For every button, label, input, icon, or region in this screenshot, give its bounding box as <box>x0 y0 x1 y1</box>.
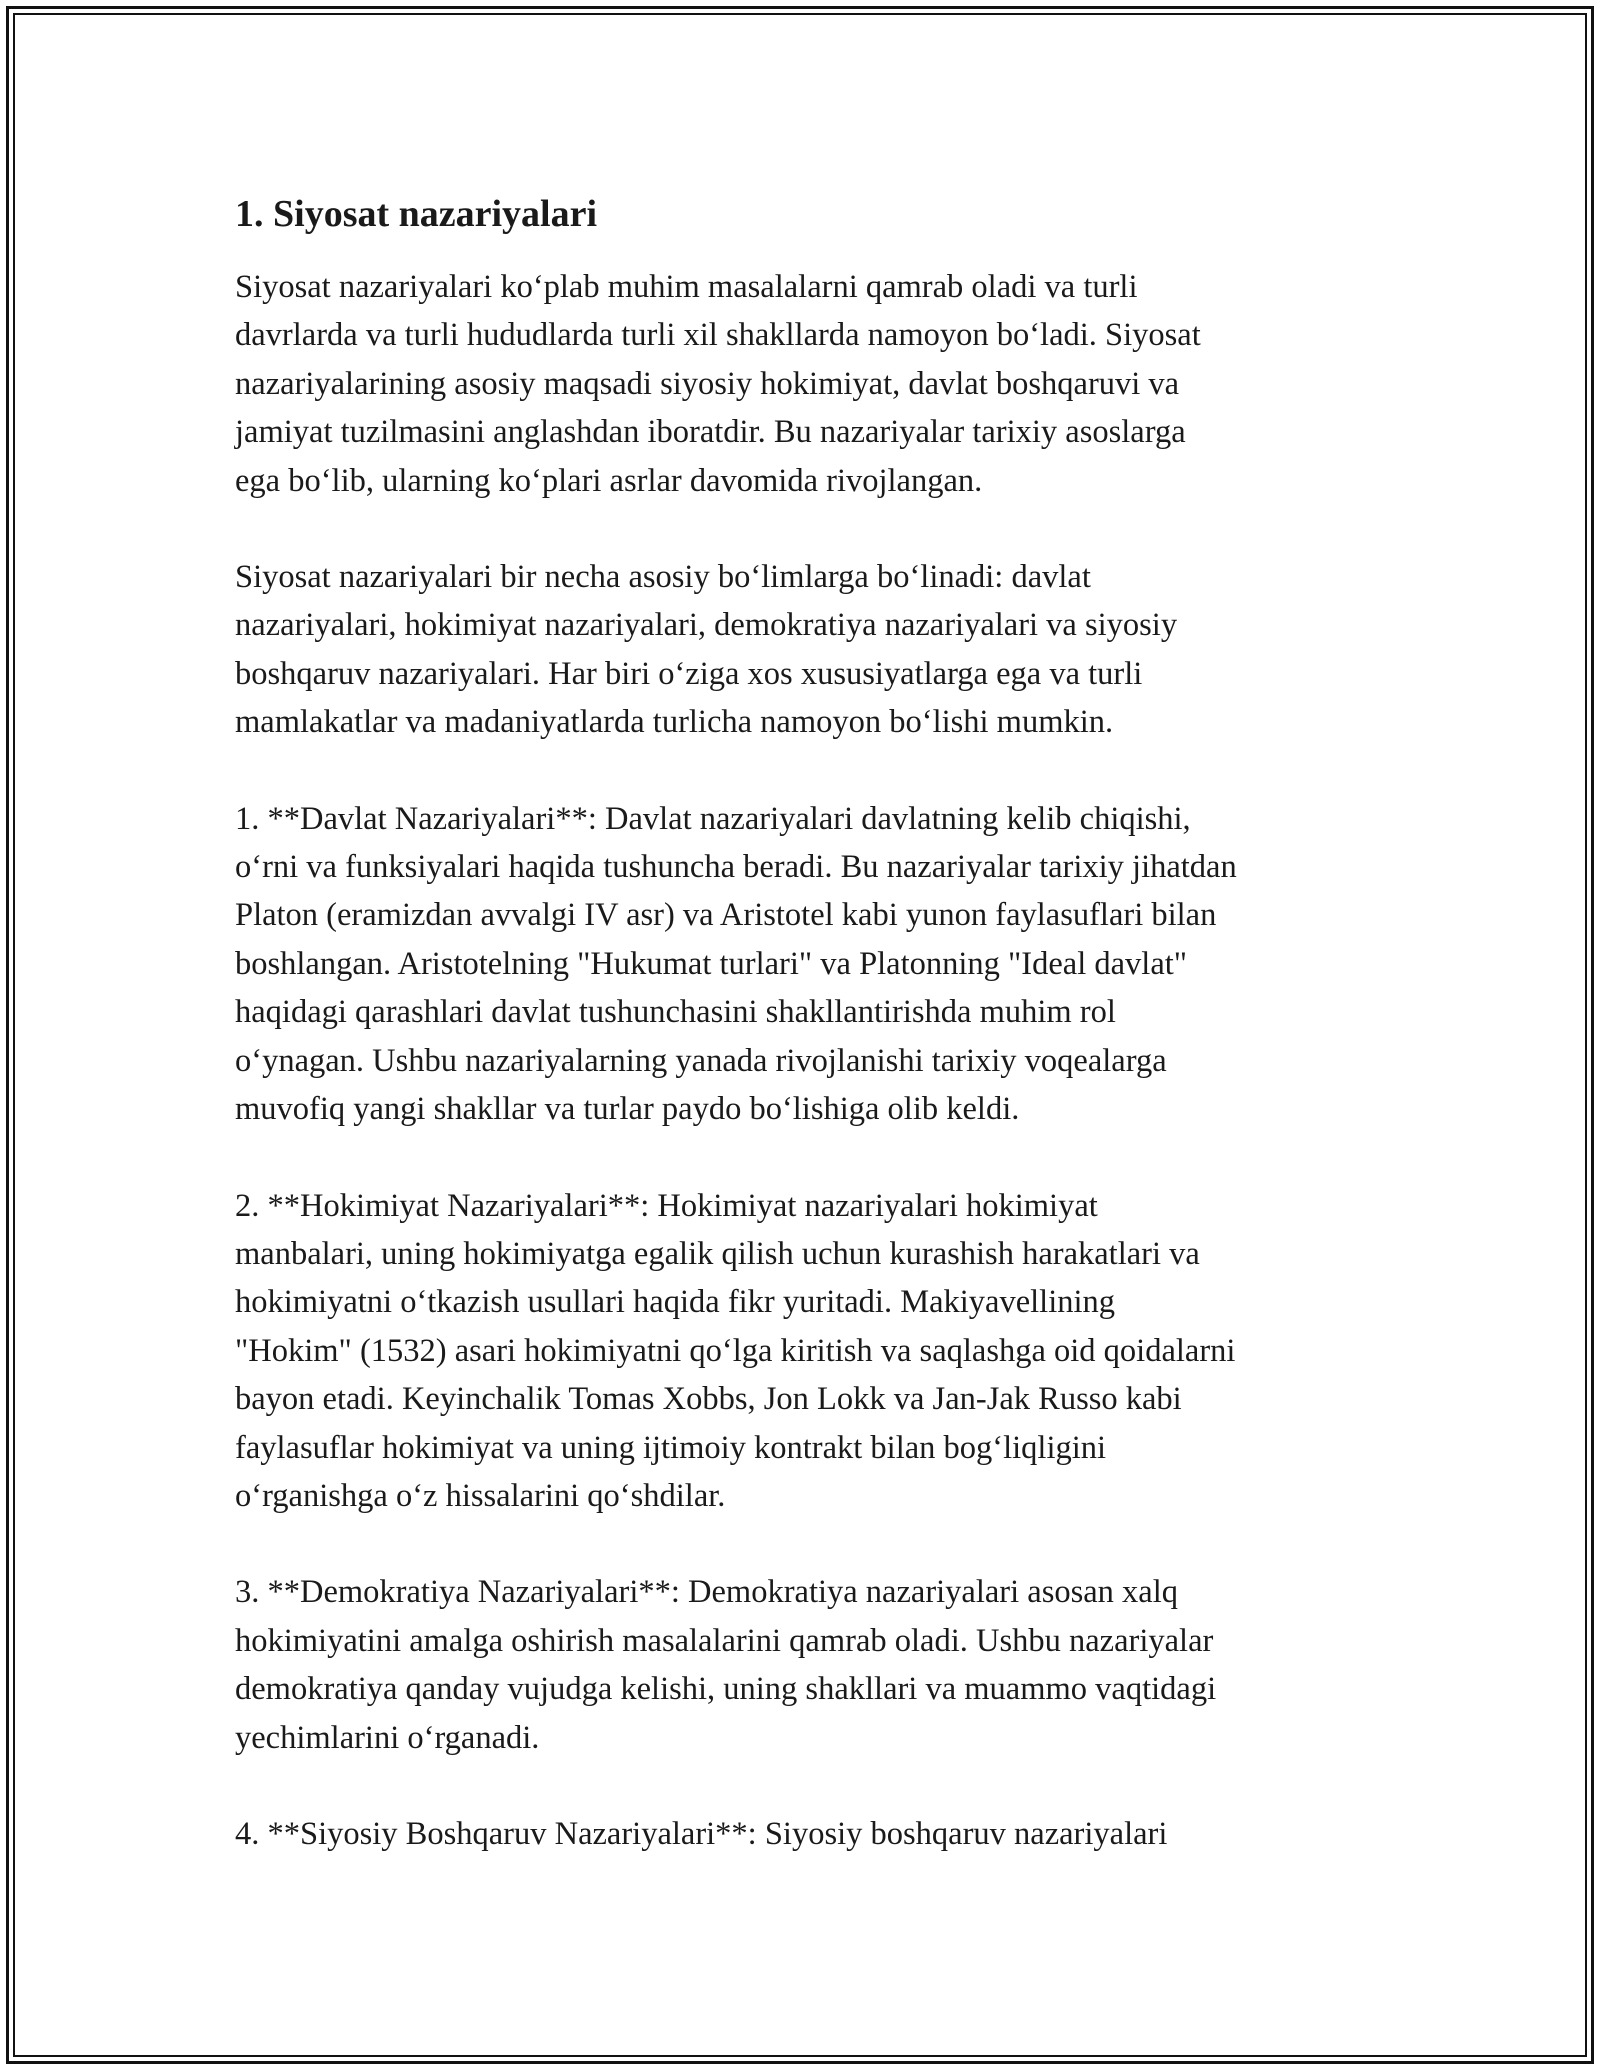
text-line: bayon etadi. Keyinchalik Tomas Xobbs, Jon Lokk va Jan-Jak Russo kabi <box>235 1381 1182 1418</box>
paragraph-democracy-theories <box>235 1568 1375 1762</box>
text-line: haqidagi qarashlari davlat tushunchasini shakllantirishda muhim rol <box>235 994 1116 1031</box>
text-line: ega boʻlib, ularning koʻplari asrlar davomida rivojlangan. <box>235 462 983 499</box>
text-line: 1. **Davlat Nazariyalari**: Davlat nazariyalari davlatning kelib chiqishi, <box>235 800 1191 837</box>
text-line: yechimlarini oʻrganadi. <box>235 1719 540 1756</box>
text-line: 4. **Siyosiy Boshqaruv Nazariyalari**: Siyosiy boshqaruv nazariyalari <box>235 1815 1168 1852</box>
text-line: 3. **Demokratiya Nazariyalari**: Demokratiya nazariyalari asosan xalq <box>235 1574 1179 1611</box>
text-line: oʻrganishga oʻz hissalarini qoʻshdilar. <box>235 1477 726 1514</box>
text-line: boshlangan. Aristotelning "Hukumat turlari" va Platonning "Ideal davlat" <box>235 945 1188 982</box>
text-line: Siyosat nazariyalari koʻplab muhim masalalarni qamrab oladi va turli <box>235 269 1138 305</box>
paragraph-power-theories <box>235 1182 1375 1521</box>
document-body <box>235 186 1375 1906</box>
text-line: hokimiyatini amalga oshirish masalalarini qamrab oladi. Ushbu nazariyalar <box>235 1622 1214 1659</box>
text-line: nazariyalarining asosiy maqsadi siyosiy hokimiyat, davlat boshqaruvi va <box>235 365 1180 402</box>
text-line: boshqaruv nazariyalari. Har biri oʻziga xos xususiyatlarga ega va turli <box>235 655 1143 692</box>
text-line: "Hokim" (1532) asari hokimiyatni qoʻlga kiritish va saqlashga oid qoidalarni <box>235 1332 1236 1369</box>
text-line: manbalari, uning hokimiyatga egalik qilish uchun kurashish harakatlari va <box>235 1235 1200 1272</box>
text-line: muvofiq yangi shakllar va turlar paydo boʻlishiga olib keldi. <box>235 1091 1020 1128</box>
paragraph-governance-theories <box>235 1810 1375 1858</box>
text-line: 2. **Hokimiyat Nazariyalari**: Hokimiyat nazariyalari hokimiyat <box>235 1187 1098 1224</box>
text-line: davrlarda va turli hududlarda turli xil shakllarda namoyon boʻladi. Siyosat <box>235 317 1201 354</box>
text-line: Siyosat nazariyalari bir necha asosiy boʻlimlarga boʻlinadi: davlat <box>235 559 1091 596</box>
text-line: nazariyalari, hokimiyat nazariyalari, demokratiya nazariyalari va siyosiy <box>235 607 1178 644</box>
text-line: mamlakatlar va madaniyatlarda turlicha namoyon boʻlishi mumkin. <box>235 704 1114 741</box>
text-line: faylasuflar hokimiyat va uning ijtimoiy kontrakt bilan bogʻliqligini <box>235 1429 1107 1466</box>
page-title: 1. Siyosat nazariyalari <box>235 193 598 235</box>
text-line: oʻynagan. Ushbu nazariyalarning yanada rivojlanishi tarixiy voqealarga <box>235 1042 1167 1079</box>
paragraph-intro <box>235 263 1375 505</box>
text-line: Platon (eramizdan avvalgi IV asr) va Aristotel kabi yunon faylasuflari bilan <box>235 897 1217 934</box>
paragraph-overview <box>235 553 1375 747</box>
text-line: jamiyat tuzilmasini anglashdan iboratdir. Bu nazariyalar tarixiy asoslarga <box>235 414 1186 451</box>
text-line: oʻrni va funksiyalari haqida tushuncha beradi. Bu nazariyalar tarixiy jihatdan <box>235 849 1237 886</box>
paragraph-state-theories <box>235 795 1375 1134</box>
text-line: hokimiyatni oʻtkazish usullari haqida fikr yuritadi. Makiyavellining <box>235 1284 1116 1321</box>
text-line: demokratiya qanday vujudga kelishi, uning shakllari va muammo vaqtidagi <box>235 1671 1217 1708</box>
